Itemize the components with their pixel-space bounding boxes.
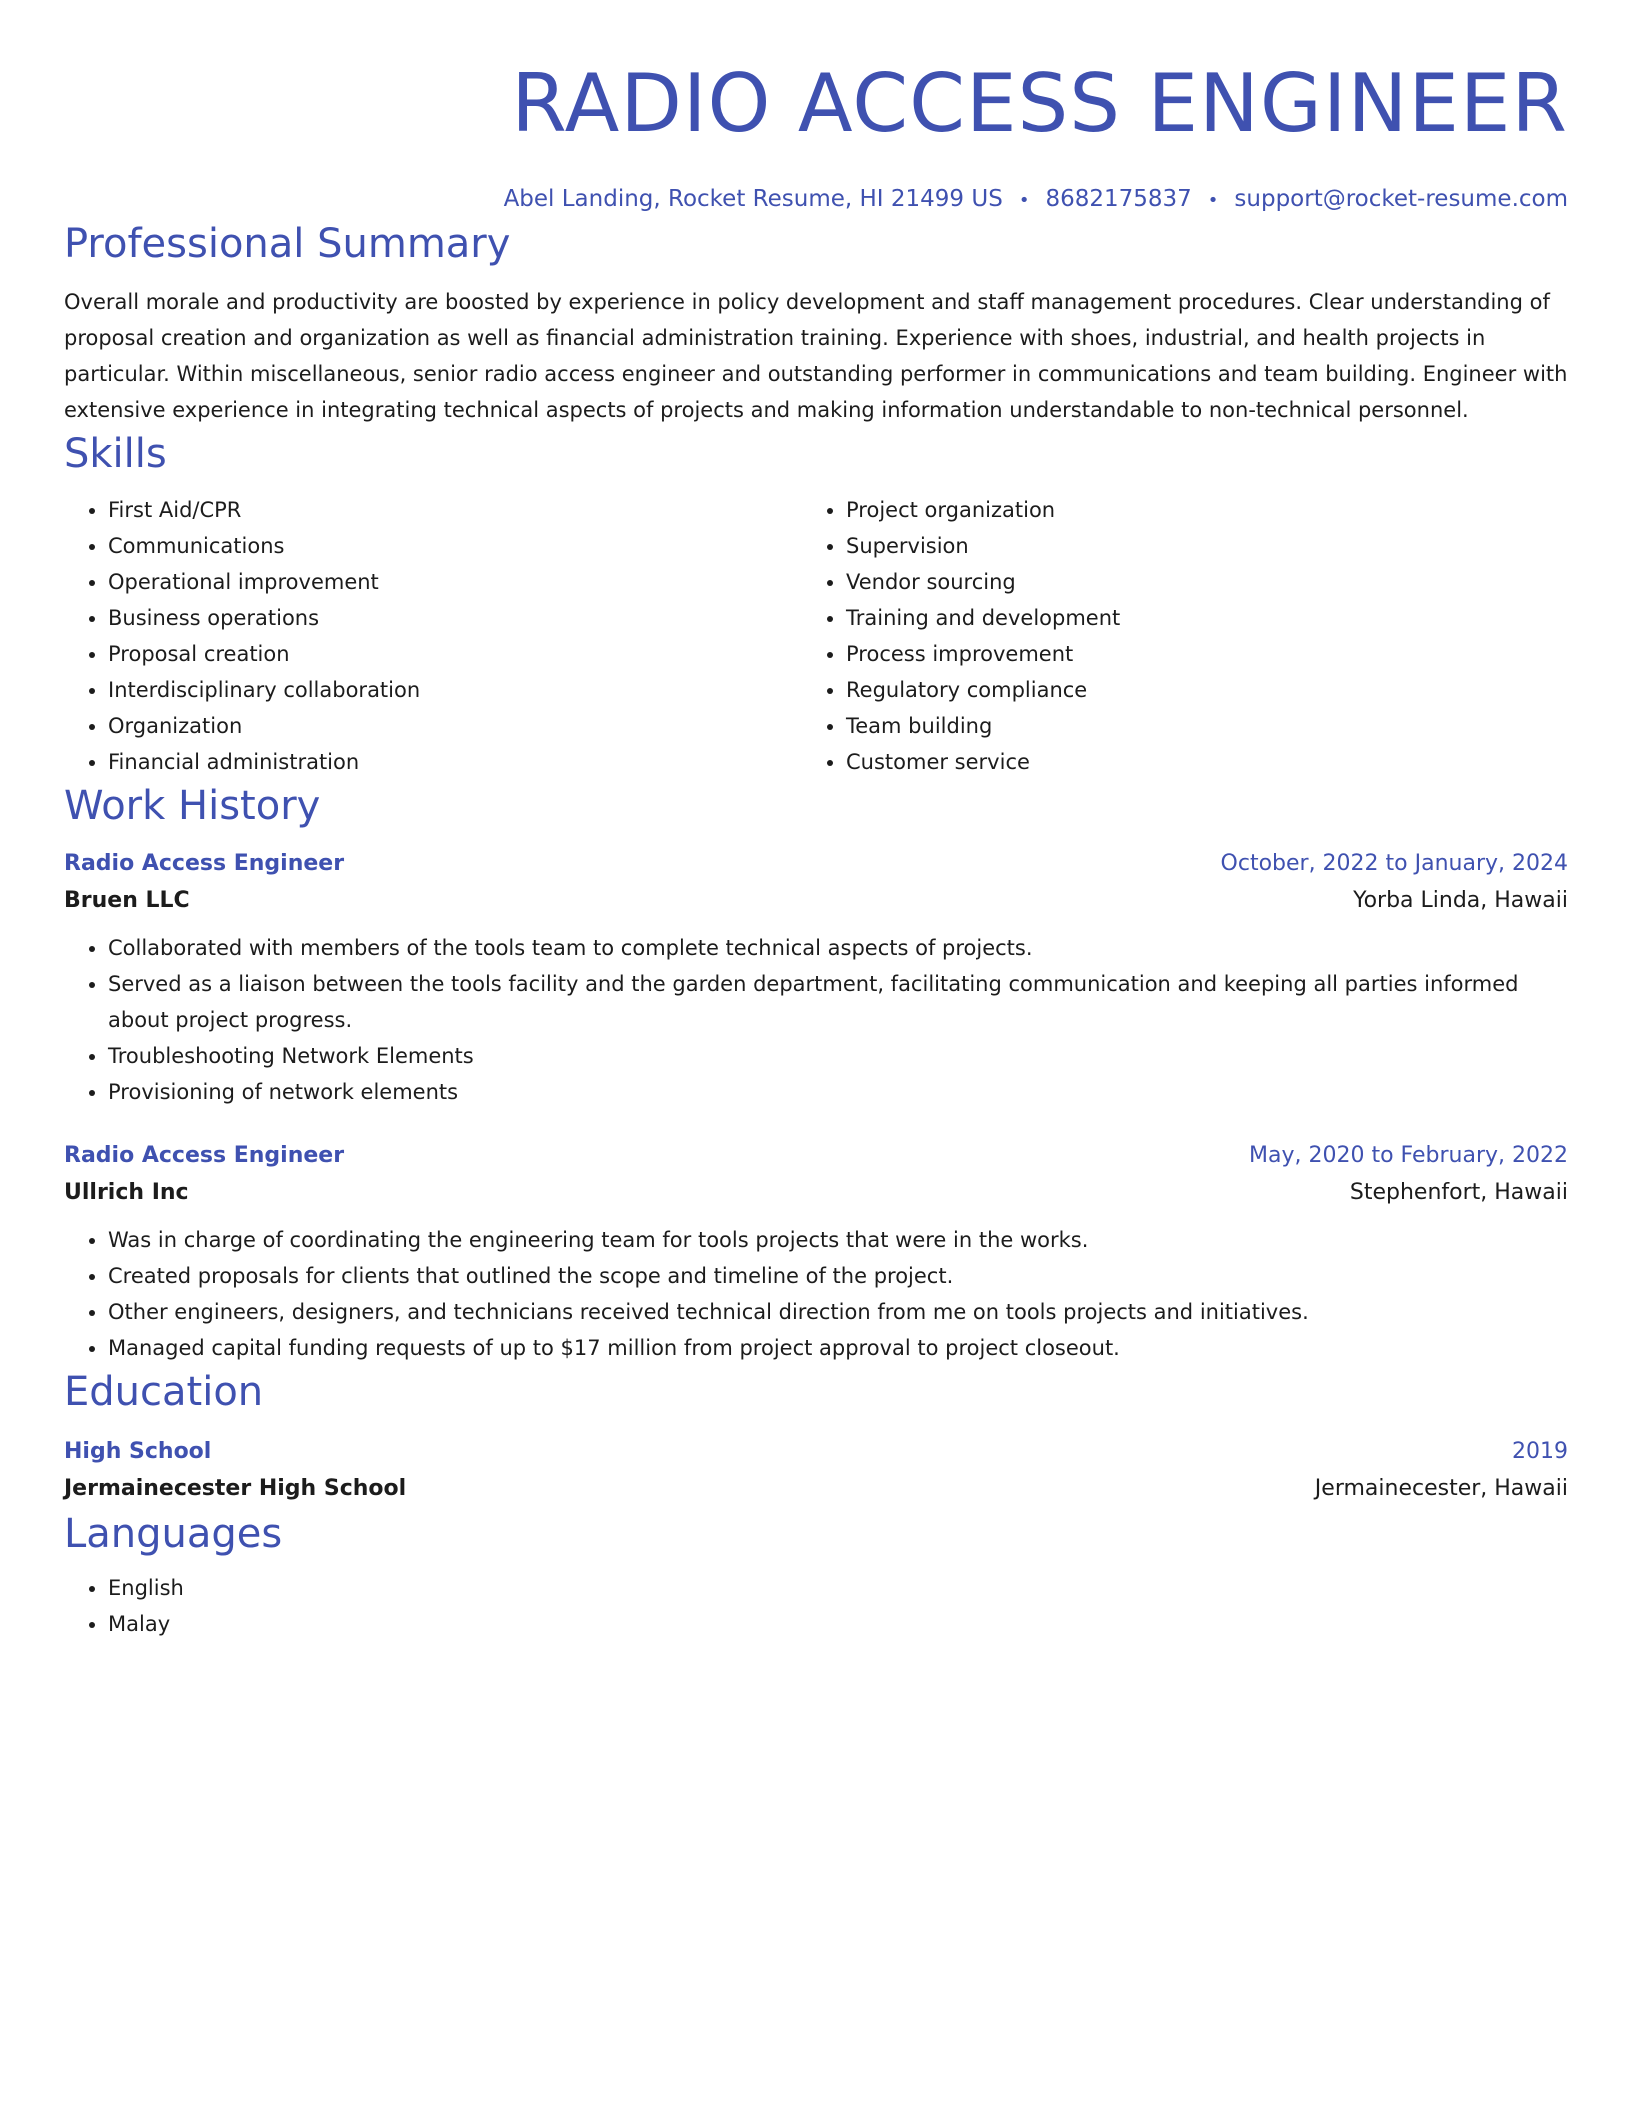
skill-item: • Supervision xyxy=(846,528,1540,564)
education-degree: High School xyxy=(64,1439,212,1464)
job-dates: October, 2022 to January, 2024 xyxy=(1220,851,1568,876)
summary-heading: Professional Summary xyxy=(64,221,511,267)
job-title: Radio Access Engineer xyxy=(64,1143,345,1168)
skills-heading: Skills xyxy=(64,431,167,477)
job-bullets xyxy=(64,930,1568,1110)
job-company: Ullrich Inc xyxy=(64,1180,189,1205)
skill-item: • Training and development xyxy=(846,600,1540,636)
skill-item: • Operational improvement xyxy=(108,564,802,600)
skill-item: • Interdisciplinary collaboration xyxy=(108,672,802,708)
skill-item: • Team building xyxy=(846,708,1540,744)
job-bullets xyxy=(64,1222,1568,1366)
skill-item: • Project organization xyxy=(846,492,1540,528)
skill-item: • First Aid/CPR xyxy=(108,492,802,528)
skill-item: • Organization xyxy=(108,708,802,744)
job-bullet: • Collaborated with members of the tools team to complete technical aspects of projects. xyxy=(108,930,1568,966)
summary-text: Overall morale and productivity are boosted by experience in policy development and staff management procedures. Clear understanding of proposal creation and organization as well as financial administration training. Experience with shoes, industrial, and health projects in particular. Within miscellaneous, senior radio access engineer and outstanding performer in communications and team building. Engineer with extensive experience in integrating technical aspects of projects and making information understandable to non-technical personnel. xyxy=(64,290,1568,422)
job-company-row xyxy=(64,1174,1568,1212)
skills-list-right xyxy=(802,492,1540,780)
contact-separator: • xyxy=(1207,190,1219,211)
job-bullet: • Served as a liaison between the tools facility and the garden department, facilitating communication and keeping all parties informed about project progress. xyxy=(108,966,1568,1038)
skills-list-left xyxy=(64,492,802,780)
resume-header xyxy=(64,56,1568,218)
language-item: • English xyxy=(108,1570,1568,1606)
job-location: Stephenfort, Hawaii xyxy=(1349,1180,1568,1205)
job-bullet: • Other engineers, designers, and technicians received technical direction from me on tools projects and initiatives. xyxy=(108,1294,1568,1330)
job-title: Radio Access Engineer xyxy=(64,851,345,876)
education-school-row xyxy=(64,1470,1568,1508)
job-bullet: • Managed capital funding requests of up to $17 million from project approval to project closeout. xyxy=(108,1330,1568,1366)
education-entry xyxy=(64,1434,1568,1508)
skill-item: • Proposal creation xyxy=(108,636,802,672)
work-history-heading: Work History xyxy=(64,783,321,829)
job-header-row xyxy=(64,846,1568,882)
job-location: Yorba Linda, Hawaii xyxy=(1353,888,1568,913)
education-location: Jermainecester, Hawaii xyxy=(1314,1476,1568,1501)
job-dates: May, 2020 to February, 2022 xyxy=(1249,1143,1568,1168)
contact-separator: • xyxy=(1018,190,1030,211)
skill-item: • Process improvement xyxy=(846,636,1540,672)
job-bullet: • Troubleshooting Network Elements xyxy=(108,1038,1568,1074)
skill-item: • Communications xyxy=(108,528,802,564)
skill-item: • Vendor sourcing xyxy=(846,564,1540,600)
job-entry xyxy=(64,846,1568,1110)
skill-item: • Business operations xyxy=(108,600,802,636)
education-school: Jermainecester High School xyxy=(64,1476,407,1501)
language-item: • Malay xyxy=(108,1606,1568,1642)
education-header-row xyxy=(64,1434,1568,1470)
languages-heading: Languages xyxy=(64,1511,283,1557)
skill-item: • Regulatory compliance xyxy=(846,672,1540,708)
contact-address: Abel Landing, Rocket Resume, HI 21499 US xyxy=(503,186,1003,212)
languages-list xyxy=(64,1570,1568,1642)
job-company: Bruen LLC xyxy=(64,888,190,913)
skills-columns xyxy=(64,492,1568,780)
contact-line xyxy=(64,182,1568,218)
candidate-title: RADIO ACCESS ENGINEER xyxy=(511,57,1568,150)
job-bullet: • Created proposals for clients that outlined the scope and timeline of the project. xyxy=(108,1258,1568,1294)
job-entry xyxy=(64,1138,1568,1366)
skill-item: • Customer service xyxy=(846,744,1540,780)
skill-item: • Financial administration xyxy=(108,744,802,780)
contact-email: support@rocket-resume.com xyxy=(1234,186,1568,212)
education-year: 2019 xyxy=(1512,1439,1568,1464)
job-bullet: • Was in charge of coordinating the engineering team for tools projects that were in the works. xyxy=(108,1222,1568,1258)
contact-phone: 8682175837 xyxy=(1045,186,1192,212)
job-header-row xyxy=(64,1138,1568,1174)
job-bullet: • Provisioning of network elements xyxy=(108,1074,1568,1110)
job-company-row xyxy=(64,882,1568,920)
education-heading: Education xyxy=(64,1369,264,1415)
